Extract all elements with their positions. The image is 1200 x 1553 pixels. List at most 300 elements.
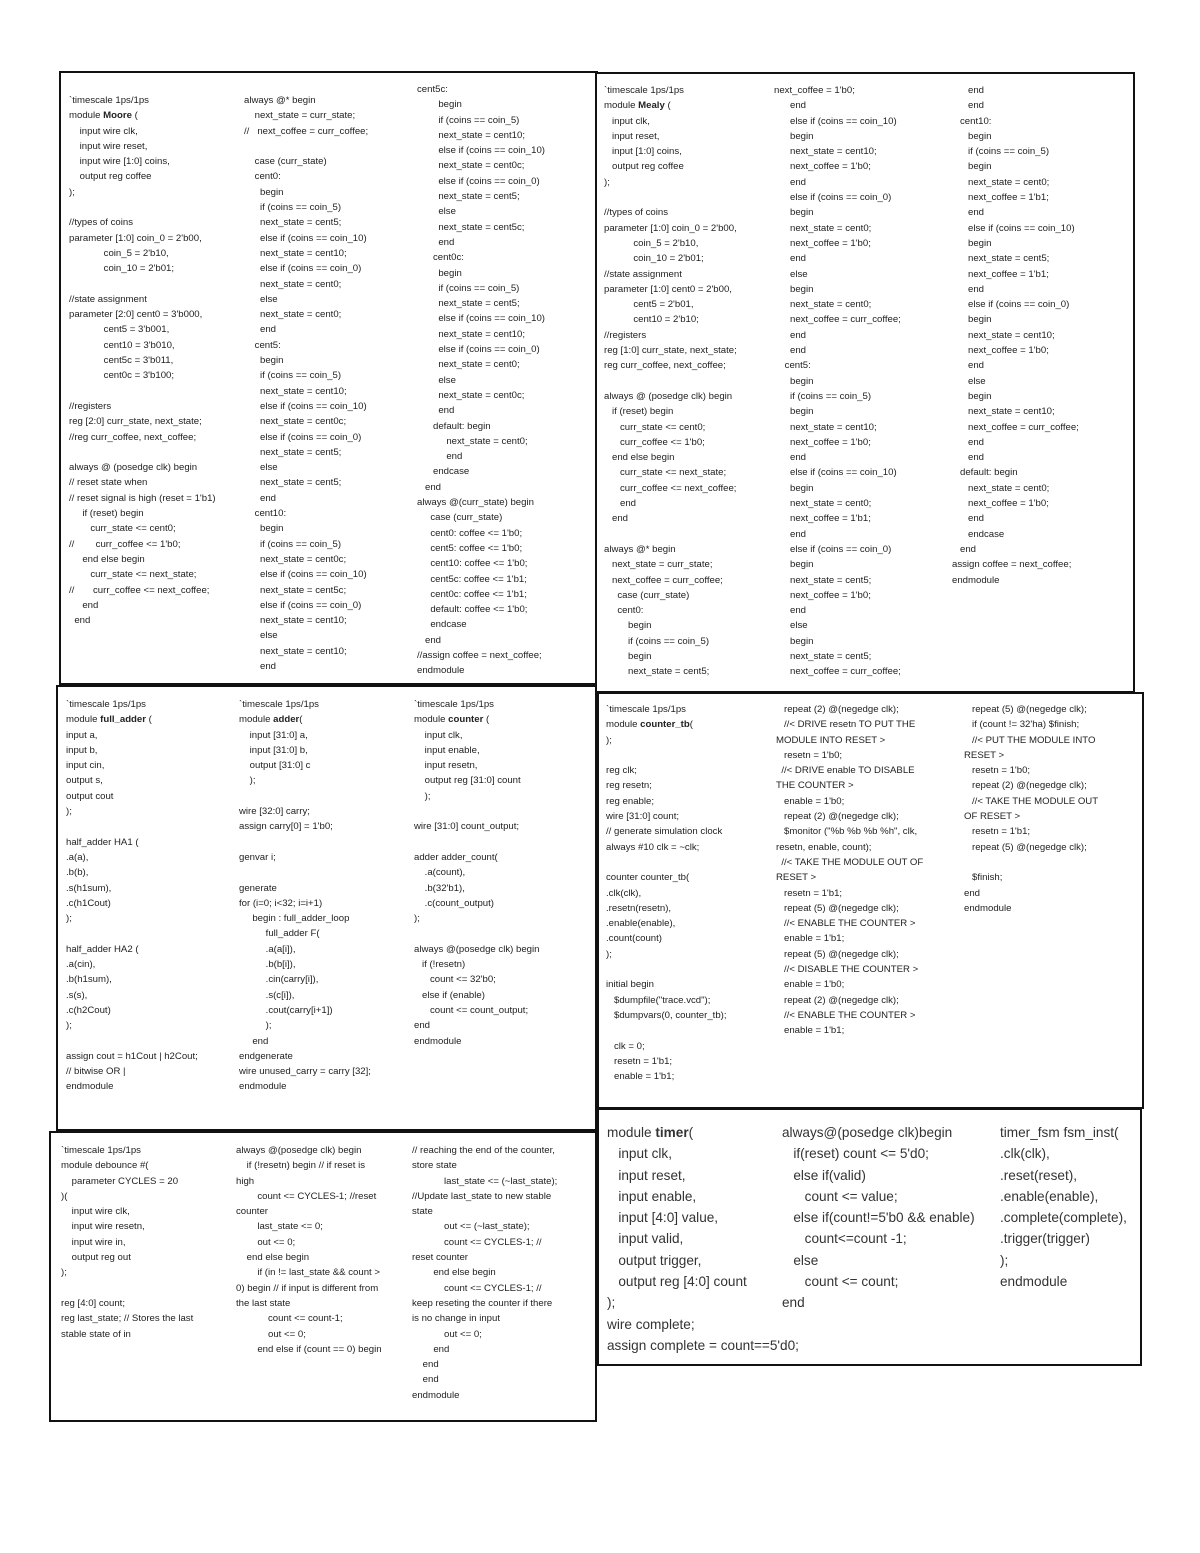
code-line: input valid, xyxy=(607,1231,684,1247)
code-line: else if(valid) xyxy=(782,1167,866,1183)
code-line: next_state = cent10; xyxy=(417,129,525,141)
code-line: coin_10 = 2'b01; xyxy=(69,263,175,275)
code-line: else if (coins == coin_0) xyxy=(952,299,1070,311)
code-line: //state assignment xyxy=(69,293,147,305)
code-line: end else begin xyxy=(604,452,675,464)
code-line: coin_10 = 2'b01; xyxy=(604,253,704,265)
code-line: always @(curr_state) begin xyxy=(417,497,534,509)
code-line: input cin, xyxy=(66,760,105,772)
code-line: parameter [1:0] coin_0 = 2'b00, xyxy=(69,232,202,244)
code-line: begin xyxy=(774,283,814,295)
code-line: begin xyxy=(774,482,814,494)
code-line: cent5: coffee <= 1'b0; xyxy=(417,542,523,554)
code-line: input [31:0] a, xyxy=(239,729,308,741)
code-line: full_adder F( xyxy=(239,928,320,940)
code-line: repeat (5) @(negedge clk); xyxy=(776,948,899,960)
code-line: next_coffee = 1'b1; xyxy=(952,268,1049,280)
code-line: end xyxy=(782,1295,805,1311)
code-line: begin xyxy=(417,267,462,279)
code-line: `timescale 1ps/1ps xyxy=(69,95,149,106)
code-line: next_state = cent10; xyxy=(244,615,347,627)
code-line: end xyxy=(417,481,442,493)
code-line: curr_state <= next_state; xyxy=(604,467,727,479)
code-line: next_state = cent5; xyxy=(952,253,1050,265)
code-line: ); xyxy=(414,790,431,802)
code-line: `timescale 1ps/1ps xyxy=(66,699,146,710)
code-line: next_state = cent0; xyxy=(244,278,342,290)
code-line: parameter [2:0] cent0 = 3'b000, xyxy=(69,309,203,321)
code-line: else if (coins == coin_10) xyxy=(244,400,367,412)
code-line: // curr_coffee <= next_coffee; xyxy=(69,584,210,596)
code-line: else if (coins == coin_10) xyxy=(952,222,1075,234)
code-line: repeat (2) @(negedge clk); xyxy=(964,780,1087,792)
code-line: else if (coins == coin_0) xyxy=(244,599,362,611)
code-line: else xyxy=(952,375,986,387)
code-line: next_state = curr_state; xyxy=(604,559,713,571)
code-line: .a(a), xyxy=(66,851,89,863)
code-line: reg [4:0] count; xyxy=(61,1297,125,1309)
code-line: output trigger, xyxy=(607,1252,702,1268)
code-line: clk = 0; xyxy=(606,1040,645,1052)
code-line: else if (coins == coin_10) xyxy=(244,232,367,244)
code-line: last_state <= 0; xyxy=(236,1221,323,1233)
code-line: begin xyxy=(244,186,284,198)
code-line: count <= CYCLES-1; // xyxy=(412,1282,542,1294)
code-line: else if (coins == coin_0) xyxy=(774,543,892,555)
code-line: wire complete; xyxy=(607,1316,695,1332)
code-line: cent10: xyxy=(244,508,287,520)
code-line: module Moore ( xyxy=(69,110,138,122)
code-line: next_state = cent5; xyxy=(417,191,520,203)
code-line: .reset(reset), xyxy=(1000,1167,1078,1183)
code-line: // generate simulation clock xyxy=(606,826,723,838)
code-line: endmodule xyxy=(239,1081,287,1093)
code-line: ); xyxy=(604,176,610,188)
code-line: else if (coins == coin_0) xyxy=(417,344,540,356)
code-line: end xyxy=(604,513,629,525)
code-line: next_coffee = 1'b0; xyxy=(952,345,1049,357)
code-line: if (coins == coin_5) xyxy=(604,635,710,647)
code-line: //Update last_state to new stable xyxy=(412,1190,552,1202)
code-line: end xyxy=(412,1374,439,1386)
code-line: endmodule xyxy=(414,1035,462,1047)
code-line: cent5 = 3'b001, xyxy=(69,324,170,336)
code-line: end xyxy=(952,543,977,555)
code-line: ); xyxy=(239,1020,272,1032)
code-line xyxy=(66,819,198,834)
code-line: // reaching the end of the counter, xyxy=(412,1145,555,1156)
code-line: begin xyxy=(774,130,814,142)
code-line: end xyxy=(604,498,636,510)
code-line: //registers xyxy=(604,329,647,341)
code-line: next_state = cent0; xyxy=(774,498,872,510)
code-line: out <= (~last_state); xyxy=(412,1221,530,1233)
code-line: //< DRIVE enable TO DISABLE xyxy=(776,765,915,777)
code-line: else if (coins == coin_0) xyxy=(774,192,892,204)
code-line xyxy=(414,804,539,819)
code-line: repeat (2) @(negedge clk); xyxy=(776,704,899,715)
code-line: is no change in input xyxy=(412,1313,501,1325)
code-line: input reset, xyxy=(607,1167,686,1183)
code-line: if (coins == coin_5) xyxy=(244,538,342,550)
counter-testbench-panel xyxy=(597,692,1144,1109)
code-line: input wire reset, xyxy=(69,140,148,152)
code-line: next_state = cent0; xyxy=(244,309,342,321)
code-line: begin xyxy=(244,523,284,535)
code-line: always @(posedge clk) begin xyxy=(236,1145,362,1156)
code-line: `timescale 1ps/1ps xyxy=(61,1145,141,1156)
code-line: cent10: xyxy=(952,115,992,127)
code-line: $finish; xyxy=(964,872,1003,884)
code-line: always@(posedge clk)begin xyxy=(782,1125,953,1140)
code-line: output reg [31:0] count xyxy=(414,775,521,787)
code-line: endmodule xyxy=(417,665,465,677)
code-line: //types of coins xyxy=(69,217,133,229)
code-line: next_state = cent5; xyxy=(244,217,342,229)
code-line: module debounce #( xyxy=(61,1160,149,1172)
code-line: output reg [4:0] count xyxy=(607,1274,747,1290)
code-line: end xyxy=(244,492,276,504)
code-line: input wire [1:0] coins, xyxy=(69,156,170,168)
code-column xyxy=(606,702,727,1084)
code-column xyxy=(412,1143,557,1403)
code-line: end xyxy=(952,360,984,372)
code-line: cent0c: xyxy=(417,252,464,264)
moore-module-panel xyxy=(59,71,598,685)
code-line: half_adder HA1 ( xyxy=(66,836,139,848)
code-line: timer_fsm fsm_inst( xyxy=(1000,1125,1119,1140)
code-line: // reset signal is high (reset = 1'b1) xyxy=(69,492,216,504)
code-line xyxy=(606,748,727,763)
code-column xyxy=(774,83,901,680)
code-column xyxy=(776,702,923,1039)
code-line: next_coffee = curr_coffee; xyxy=(774,666,901,678)
mealy-module-panel xyxy=(595,72,1135,693)
code-line: reset counter xyxy=(412,1252,468,1264)
code-line: if (!resetn) begin // if reset is xyxy=(236,1160,366,1172)
code-line: if (coins == coin_5) xyxy=(417,282,520,294)
code-line: begin xyxy=(952,130,992,142)
code-line: //< PUT THE MODULE INTO xyxy=(964,734,1096,746)
code-line: next_state = cent10; xyxy=(952,329,1055,341)
code-column xyxy=(69,93,216,628)
code-line: .c(h1Cout) xyxy=(66,897,111,909)
code-line xyxy=(604,190,737,205)
code-line: endcase xyxy=(417,619,467,631)
code-line: begin xyxy=(774,207,814,219)
code-line: next_state = cent0c; xyxy=(417,389,525,401)
code-line: next_state = cent10; xyxy=(244,385,347,397)
code-line: .s(h1sum), xyxy=(66,882,112,894)
code-line: curr_state <= cent0; xyxy=(604,421,706,433)
code-line: assign carry[0] = 1'b0; xyxy=(239,821,333,833)
code-line: cent10 = 3'b010, xyxy=(69,339,175,351)
code-line: coin_5 = 2'b10, xyxy=(69,247,169,259)
code-line: cent5 = 2'b01, xyxy=(604,299,694,311)
code-line: cent0: xyxy=(244,171,281,183)
code-line: end xyxy=(952,207,984,219)
code-line: RESET > xyxy=(776,872,817,884)
code-line: else xyxy=(244,293,278,305)
code-line: .enable(enable), xyxy=(606,918,676,930)
code-line: endmodule xyxy=(964,902,1012,914)
code-line: next_state = cent5; xyxy=(774,650,872,662)
code-line: endmodule xyxy=(952,574,1000,586)
code-line: ); xyxy=(66,1020,72,1032)
code-line: end xyxy=(417,451,463,463)
code-line: count <= count; xyxy=(782,1274,899,1290)
code-line xyxy=(69,384,216,399)
code-line: .b(b), xyxy=(66,867,89,879)
code-line: wire unused_carry = carry [32]; xyxy=(239,1066,371,1078)
code-line xyxy=(414,835,539,850)
code-line: cent0c = 3'b100; xyxy=(69,370,175,382)
code-line: //< ENABLE THE COUNTER > xyxy=(776,918,916,930)
code-line: resetn = 1'b1; xyxy=(776,887,843,899)
code-line: next_state = cent0; xyxy=(952,176,1050,188)
code-column xyxy=(417,82,545,679)
code-line: if (!resetn) xyxy=(414,959,466,971)
code-line: resetn, enable, count); xyxy=(776,841,872,853)
code-line: input b, xyxy=(66,744,98,756)
code-line: .cin(carry[i]), xyxy=(239,974,319,986)
code-line: .a(cin), xyxy=(66,959,96,971)
code-line: state xyxy=(412,1206,433,1218)
code-line: case (curr_state) xyxy=(244,156,327,168)
code-line: module full_adder ( xyxy=(66,714,152,726)
code-line: end xyxy=(952,100,984,112)
code-line: 0) begin // if input is different from xyxy=(236,1282,379,1294)
code-line: repeat (5) @(negedge clk); xyxy=(964,841,1087,853)
code-line: else if(count!=5'b0 && enable) xyxy=(782,1210,975,1226)
code-line: always @ (posedge clk) begin xyxy=(604,390,733,402)
code-line: counter counter_tb( xyxy=(606,872,690,884)
code-line: end xyxy=(952,452,984,464)
code-line: enable = 1'b0; xyxy=(776,979,845,991)
code-line: out <= 0; xyxy=(236,1328,306,1340)
code-line xyxy=(414,926,539,941)
code-line: end xyxy=(244,324,276,336)
code-line: else if (coins == coin_0) xyxy=(244,263,362,275)
code-column xyxy=(236,1143,382,1357)
code-line: next_state = cent5; xyxy=(417,298,520,310)
code-line: end else begin xyxy=(412,1267,496,1279)
code-line: always #10 clk = ~clk; xyxy=(606,841,700,853)
code-line: output reg out xyxy=(61,1252,131,1264)
code-line: .c(count_output) xyxy=(414,897,494,909)
code-line: next_coffee = 1'b0; xyxy=(774,85,855,96)
code-line: OF RESET > xyxy=(964,811,1021,823)
code-line: store state xyxy=(412,1160,457,1172)
code-line: ); xyxy=(66,913,72,925)
code-line: .s(c[i]), xyxy=(239,989,295,1001)
code-line: next_state = cent5; xyxy=(244,446,342,458)
code-line: input [1:0] coins, xyxy=(604,146,682,158)
code-line: cent5c: coffee <= 1'b1; xyxy=(417,573,527,585)
code-line: //registers xyxy=(69,400,112,412)
code-line: default: begin xyxy=(952,467,1018,479)
code-line: output cout xyxy=(66,790,114,802)
code-column xyxy=(604,83,737,680)
code-line: next_coffee = 1'b0; xyxy=(774,237,871,249)
code-line: .complete(complete), xyxy=(1000,1210,1127,1226)
code-line: repeat (2) @(negedge clk); xyxy=(776,994,899,1006)
code-line xyxy=(244,139,368,154)
timer-module-panel xyxy=(597,1108,1142,1366)
code-column xyxy=(952,83,1079,588)
code-line: next_state = cent5c; xyxy=(417,221,525,233)
code-line: endmodule xyxy=(66,1081,114,1093)
code-line: next_state = cent0; xyxy=(417,359,520,371)
code-line: if (reset) begin xyxy=(69,508,144,520)
code-line: next_state = cent10; xyxy=(244,645,347,657)
code-column xyxy=(61,1143,193,1342)
code-line: parameter [1:0] coin_0 = 2'b00, xyxy=(604,222,737,234)
code-line: next_state = cent0; xyxy=(774,299,872,311)
code-line: else if (coins == coin_10) xyxy=(774,467,897,479)
code-line: // bitwise OR | xyxy=(66,1066,126,1078)
code-line xyxy=(606,962,727,977)
code-line: ); xyxy=(607,1295,616,1311)
code-line: input enable, xyxy=(414,744,480,756)
code-line: reg [1:0] curr_state, next_state; xyxy=(604,345,737,357)
code-line: //types of coins xyxy=(604,207,668,219)
code-line: assign cout = h1Cout | h2Cout; xyxy=(66,1050,198,1062)
code-line: parameter CYCLES = 20 xyxy=(61,1175,179,1187)
code-line: the last state xyxy=(236,1297,291,1309)
code-line: next_state = cent5c; xyxy=(244,584,347,596)
code-line: count <= CYCLES-1; // xyxy=(412,1236,542,1248)
code-line: module adder( xyxy=(239,714,303,726)
code-line: if (reset) begin xyxy=(604,406,674,418)
code-line: .s(s), xyxy=(66,989,88,1001)
code-line: curr_state <= cent0; xyxy=(69,523,176,535)
code-line xyxy=(604,374,737,389)
code-line: coin_5 = 2'b10, xyxy=(604,237,699,249)
code-line: next_coffee = curr_coffee; xyxy=(774,314,901,326)
code-line: begin xyxy=(952,390,992,402)
code-line: initial begin xyxy=(606,979,655,991)
code-line: else if (coins == coin_10) xyxy=(417,313,545,325)
code-line: module Mealy ( xyxy=(604,100,671,112)
code-line: else xyxy=(244,462,278,474)
code-column xyxy=(1000,1122,1127,1292)
code-line: end xyxy=(244,660,276,672)
code-line: cent10: coffee <= 1'b0; xyxy=(417,558,528,570)
code-line: .b(h1sum), xyxy=(66,974,112,986)
code-line: count <= value; xyxy=(782,1188,898,1204)
code-line: module timer( xyxy=(607,1125,694,1140)
code-line: RESET > xyxy=(964,749,1005,761)
code-line: else if (coins == coin_0) xyxy=(244,431,362,443)
code-line: endcase xyxy=(952,528,1005,540)
code-line: $dumpvars(0, counter_tb); xyxy=(606,1009,727,1021)
code-line: reg [2:0] curr_state, next_state; xyxy=(69,416,202,428)
code-line: output reg coffee xyxy=(604,161,684,173)
code-line: next_state = cent10; xyxy=(244,247,347,259)
code-line: module counter_tb( xyxy=(606,719,693,731)
code-line: generate xyxy=(239,882,277,894)
code-line: end xyxy=(417,236,455,248)
code-line xyxy=(69,200,216,215)
code-line: next_state = cent10; xyxy=(774,421,877,433)
code-line: THE COUNTER > xyxy=(776,780,854,792)
code-line: input enable, xyxy=(607,1188,697,1204)
code-line: next_coffee = curr_coffee; xyxy=(952,421,1079,433)
code-line: .resetn(resetn), xyxy=(606,902,672,914)
code-line: next_state = cent10; xyxy=(952,406,1055,418)
code-line: endgenerate xyxy=(239,1050,293,1062)
code-line: begin xyxy=(952,314,992,326)
code-line: endcase xyxy=(417,466,470,478)
code-line: curr_coffee <= 1'b0; xyxy=(604,436,705,448)
code-line: `timescale 1ps/1ps xyxy=(606,704,686,715)
code-line: else if (coins == coin_0) xyxy=(417,175,540,187)
code-line: next_state = cent0; xyxy=(417,435,528,447)
code-line: assign coffee = next_coffee; xyxy=(952,559,1072,571)
code-line: reg enable; xyxy=(606,795,655,807)
code-line xyxy=(604,527,737,542)
code-line: enable = 1'b1; xyxy=(776,933,845,945)
code-line: if (count != 32'ha) $finish; xyxy=(964,719,1080,731)
code-line: if (coins == coin_5) xyxy=(244,370,342,382)
code-line: `timescale 1ps/1ps xyxy=(604,85,684,96)
code-line: enable = 1'b1; xyxy=(606,1071,675,1083)
code-line xyxy=(964,855,1098,870)
code-line: begin xyxy=(604,620,652,632)
code-line: cent5c: xyxy=(417,84,448,95)
code-line: end xyxy=(952,85,984,96)
code-line: end xyxy=(774,528,806,540)
code-line: //< DRIVE resetn TO PUT THE xyxy=(776,719,916,731)
code-line: next_coffee = curr_coffee; xyxy=(604,574,723,586)
code-line: //< DISABLE THE COUNTER > xyxy=(776,964,919,976)
code-line: next_coffee = 1'b1; xyxy=(774,513,871,525)
code-line: reg curr_coffee, next_coffee; xyxy=(604,360,726,372)
code-line: input [4:0] value, xyxy=(607,1210,719,1226)
code-line: end else begin xyxy=(69,553,145,565)
code-line: if (coins == coin_5) xyxy=(417,114,520,126)
code-column xyxy=(239,697,371,1095)
code-line: always @ (posedge clk) begin xyxy=(69,462,198,474)
code-line: wire [32:0] carry; xyxy=(239,806,310,818)
code-line: count <= 32'b0; xyxy=(414,974,496,986)
code-line: .a(a[i]), xyxy=(239,943,296,955)
code-line: wire [31:0] count; xyxy=(606,811,680,823)
code-line: next_state = cent0c; xyxy=(244,416,347,428)
code-line: wire [31:0] count_output; xyxy=(414,821,520,833)
code-line: ); xyxy=(61,1267,67,1279)
code-line: end xyxy=(774,176,806,188)
code-line: input wire clk, xyxy=(61,1206,130,1218)
code-line: ); xyxy=(414,913,420,925)
code-line: resetn = 1'b1; xyxy=(606,1055,673,1067)
code-line: out <= 0; xyxy=(412,1328,482,1340)
code-line: .b(b[i]), xyxy=(239,959,296,971)
code-line: next_coffee = 1'b0; xyxy=(952,498,1049,510)
code-line: cent0c: coffee <= 1'b1; xyxy=(417,588,527,600)
code-line: begin xyxy=(417,99,462,111)
code-line: assign complete = count==5'd0; xyxy=(607,1337,799,1353)
code-line: else xyxy=(774,620,808,632)
code-line: next_coffee = 1'b0; xyxy=(774,161,871,173)
code-line: reg last_state; // Stores the last xyxy=(61,1313,194,1325)
code-line: end xyxy=(239,1035,269,1047)
code-line: input clk, xyxy=(604,115,650,127)
code-line: next_state = cent5; xyxy=(604,666,710,678)
code-line: cent5: xyxy=(244,339,281,351)
code-line: begin xyxy=(774,635,814,647)
